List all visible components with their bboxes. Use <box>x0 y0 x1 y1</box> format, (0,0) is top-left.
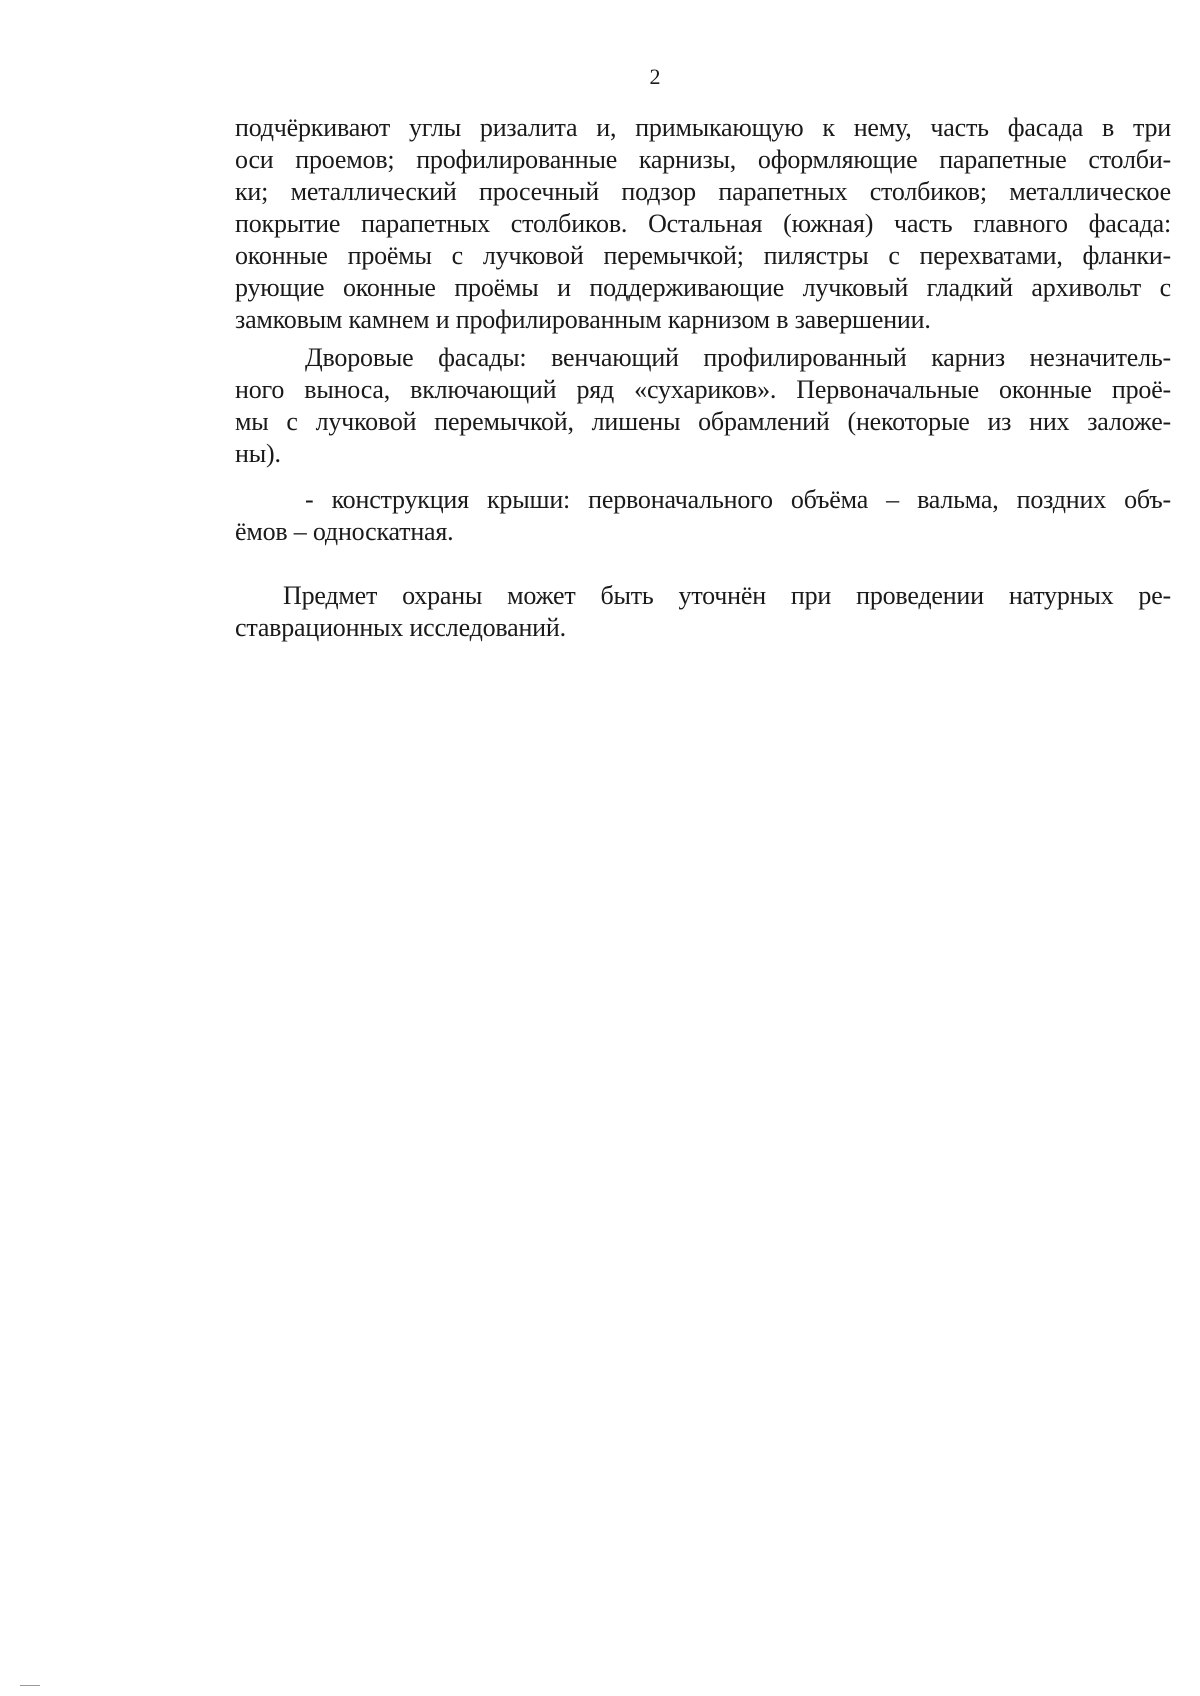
paragraph-roof-construction <box>235 484 1171 548</box>
text-line: мы с лучковой перемычкой, лишены обрамлений (некоторые из них заложе- <box>235 407 1171 436</box>
text-line: Дворовые фасады: венчающий профилированный карниз незначитель- <box>305 343 1171 372</box>
text-line: ставрационных исследований. <box>235 613 566 642</box>
text-line: ки; металлический просечный подзор парапетных столбиков; металлическое <box>235 177 1171 206</box>
text-line: ного выноса, включающий ряд «сухариков». Первоначальные оконные проё- <box>235 375 1171 404</box>
paragraph-facade-description <box>235 112 1171 336</box>
text-line: - конструкция крыши: первоначального объёма – вальма, поздних объ- <box>305 485 1171 514</box>
text-line: Предмет охраны может быть уточнён при проведении натурных ре- <box>283 581 1171 610</box>
paragraph-protection-note <box>235 580 1171 644</box>
scan-mark <box>20 1685 40 1686</box>
text-line: рующие оконные проёмы и поддерживающие лучковый гладкий архивольт с <box>235 273 1171 302</box>
document-body <box>235 112 1171 644</box>
text-line: ны). <box>235 439 281 468</box>
text-line: оси проемов; профилированные карнизы, оформляющие парапетные столби- <box>235 145 1171 174</box>
text-line: покрытие парапетных столбиков. Остальная (южная) часть главного фасада: <box>235 209 1171 238</box>
text-line: оконные проёмы с лучковой перемычкой; пилястры с перехватами, фланки- <box>235 241 1171 270</box>
text-line: подчёркивают углы ризалита и, примыкающую к нему, часть фасада в три <box>235 113 1171 142</box>
text-line: замковым камнем и профилированным карнизом в завершении. <box>235 305 931 334</box>
page-number: 2 <box>649 64 661 89</box>
paragraph-courtyard-facades <box>235 342 1171 470</box>
text-line: ёмов – односкатная. <box>235 517 454 546</box>
